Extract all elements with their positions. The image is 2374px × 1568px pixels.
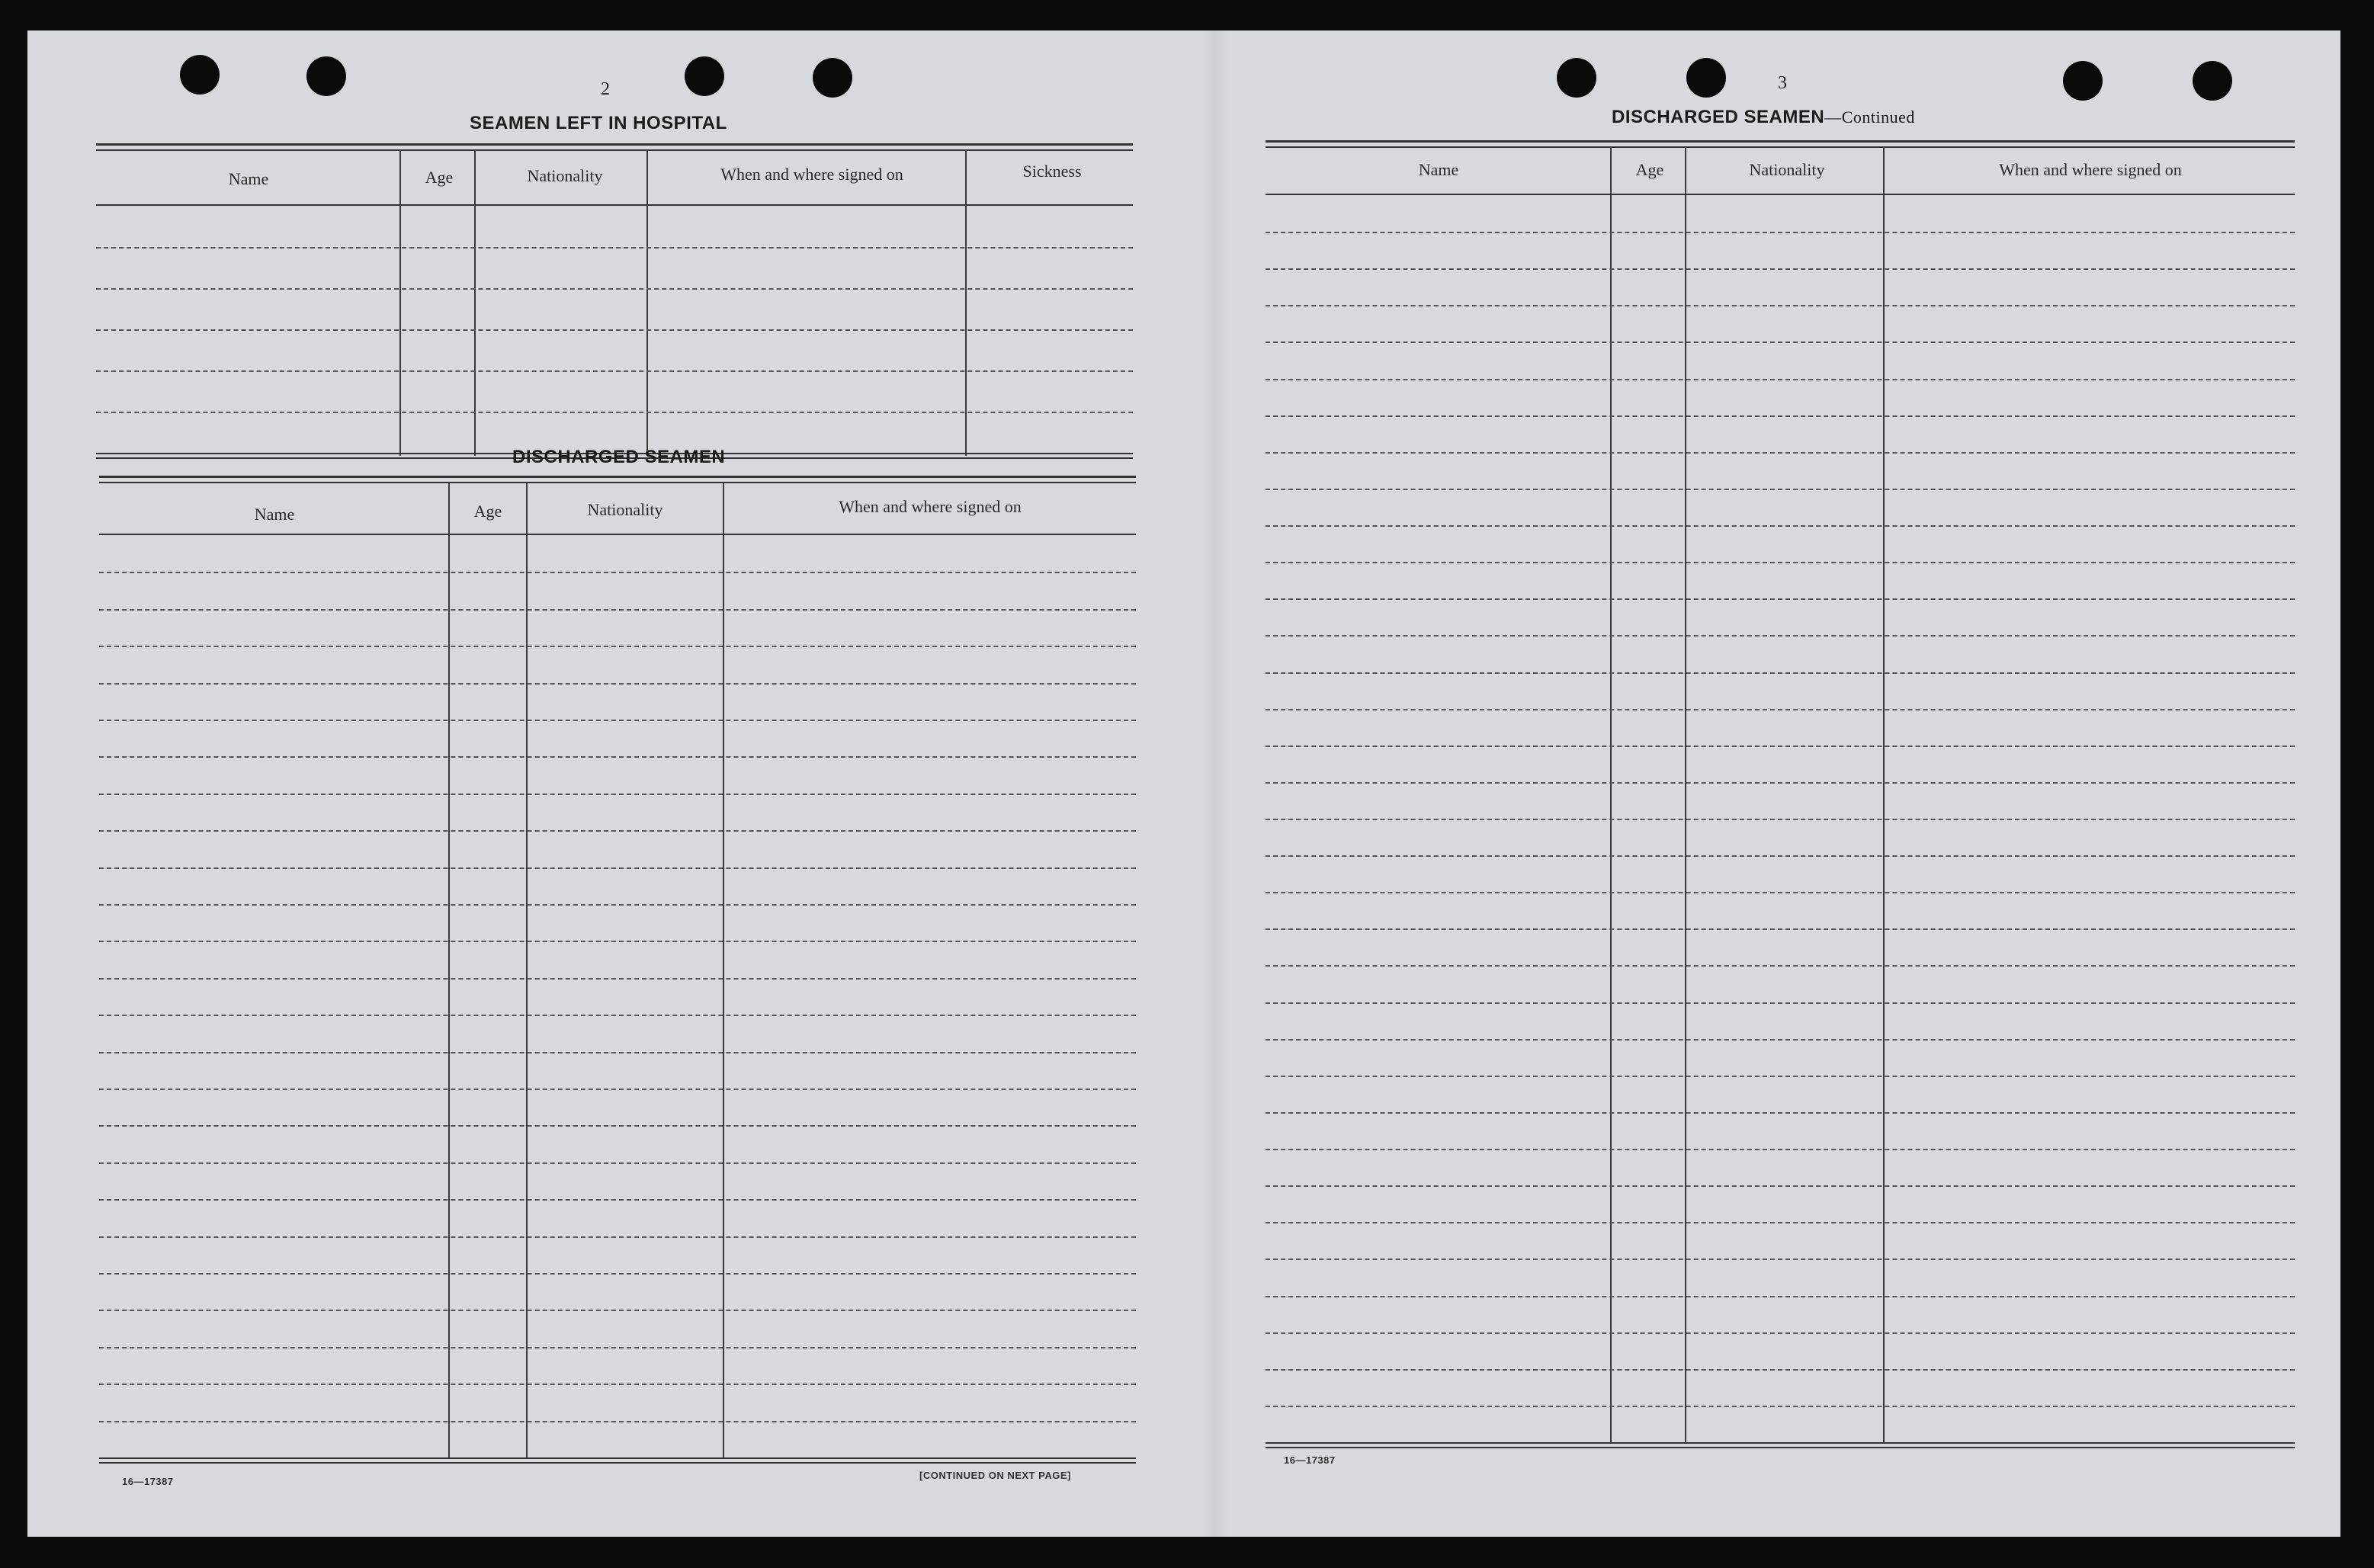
blank-row-line: [1266, 855, 2295, 857]
blank-row-line: [1266, 489, 2295, 490]
hospital-col-header: When and where signed on: [720, 165, 903, 184]
blank-row-line: [99, 1273, 1136, 1275]
blank-row-line: [96, 329, 1133, 331]
page-number-left: 2: [601, 79, 610, 99]
blank-row-line: [1266, 672, 2295, 674]
hospital-section-title: SEAMEN LEFT IN HOSPITAL: [470, 113, 727, 133]
blank-row-line: [1266, 268, 2295, 270]
title-suffix: —Continued: [1824, 107, 1915, 127]
blank-row-line: [1266, 341, 2295, 343]
blank-row-line: [96, 247, 1133, 249]
blank-row-line: [1266, 232, 2295, 233]
punch-hole: [306, 56, 346, 96]
discharged-continued-title: [1612, 107, 1915, 128]
title-main: DISCHARGED SEAMEN: [1612, 107, 1825, 127]
blank-row-line: [1266, 709, 2295, 710]
blank-row-line: [1266, 1332, 2295, 1334]
blank-row-line: [99, 1236, 1136, 1238]
punch-hole: [2063, 61, 2103, 101]
punch-hole: [685, 56, 724, 96]
blank-row-line: [1266, 1222, 2295, 1223]
blank-row-line: [99, 867, 1136, 869]
blank-row-line: [1266, 452, 2295, 454]
blank-row-line: [1266, 1259, 2295, 1260]
continued-col-header: Age: [1635, 160, 1664, 179]
blank-row-line: [99, 830, 1136, 832]
continued-col-header: Name: [1418, 160, 1459, 179]
blank-row-line: [99, 756, 1136, 758]
blank-row-line: [96, 288, 1133, 290]
discharged-col-header: When and where signed on: [839, 497, 1022, 516]
blank-row-line: [96, 412, 1133, 413]
blank-row-line: [99, 1089, 1136, 1090]
blank-row-line: [99, 1347, 1136, 1348]
hospital-col-header: Nationality: [527, 166, 603, 185]
blank-row-line: [1266, 1076, 2295, 1077]
blank-row-line: [1266, 598, 2295, 600]
blank-row-line: [1266, 1112, 2295, 1114]
blank-row-line: [1266, 928, 2295, 930]
punch-hole: [180, 55, 220, 95]
blank-row-line: [1266, 1185, 2295, 1187]
blank-row-line: [1266, 1149, 2295, 1150]
blank-row-line: [1266, 1039, 2295, 1041]
form-code-right: 16—17387: [1284, 1454, 1336, 1466]
blank-row-line: [1266, 892, 2295, 893]
blank-row-line: [1266, 1369, 2295, 1371]
blank-row-line: [1266, 1406, 2295, 1407]
blank-row-line: [1266, 305, 2295, 306]
blank-row-line: [1266, 965, 2295, 967]
hospital-col-header: Sickness: [1022, 162, 1082, 181]
blank-row-line: [99, 1421, 1136, 1422]
blank-row-line: [1266, 379, 2295, 380]
blank-row-line: [1266, 746, 2295, 747]
continued-note: [CONTINUED ON NEXT PAGE]: [919, 1470, 1071, 1481]
punch-hole: [2193, 61, 2232, 101]
discharged-col-header: Nationality: [587, 500, 663, 519]
continued-col-header: When and where signed on: [1999, 160, 2182, 179]
blank-row-line: [99, 1199, 1136, 1201]
blank-row-line: [96, 370, 1133, 372]
discharged-section-title: DISCHARGED SEAMEN: [512, 447, 726, 467]
blank-row-line: [99, 941, 1136, 942]
blank-row-line: [99, 794, 1136, 795]
punch-hole: [1686, 58, 1726, 98]
blank-row-line: [99, 1052, 1136, 1053]
blank-row-line: [99, 572, 1136, 573]
blank-row-line: [99, 720, 1136, 721]
blank-row-line: [99, 609, 1136, 611]
page-fold: [1201, 30, 1229, 1537]
blank-row-line: [1266, 415, 2295, 417]
blank-row-line: [1266, 635, 2295, 636]
blank-row-line: [1266, 782, 2295, 784]
blank-row-line: [99, 1015, 1136, 1016]
hospital-col-header: Age: [425, 168, 454, 187]
form-code-left: 16—17387: [122, 1476, 174, 1487]
blank-row-line: [1266, 562, 2295, 563]
blank-row-line: [99, 646, 1136, 647]
blank-row-line: [99, 683, 1136, 685]
blank-row-line: [99, 1384, 1136, 1385]
blank-row-line: [99, 978, 1136, 980]
discharged-col-header: Name: [254, 505, 295, 524]
continued-col-header: Nationality: [1749, 160, 1825, 179]
punch-hole: [1557, 58, 1596, 98]
hospital-col-header: Name: [228, 169, 269, 188]
blank-row-line: [1266, 525, 2295, 527]
blank-row-line: [99, 1125, 1136, 1127]
page-number-right: 3: [1778, 73, 1787, 93]
blank-row-line: [99, 1162, 1136, 1164]
blank-row-line: [1266, 1296, 2295, 1297]
discharged-col-header: Age: [473, 502, 502, 521]
blank-row-line: [99, 904, 1136, 906]
blank-row-line: [99, 1310, 1136, 1311]
punch-hole: [813, 58, 852, 98]
blank-row-line: [1266, 1002, 2295, 1004]
form-sheet: [27, 30, 2340, 1537]
blank-row-line: [1266, 819, 2295, 820]
